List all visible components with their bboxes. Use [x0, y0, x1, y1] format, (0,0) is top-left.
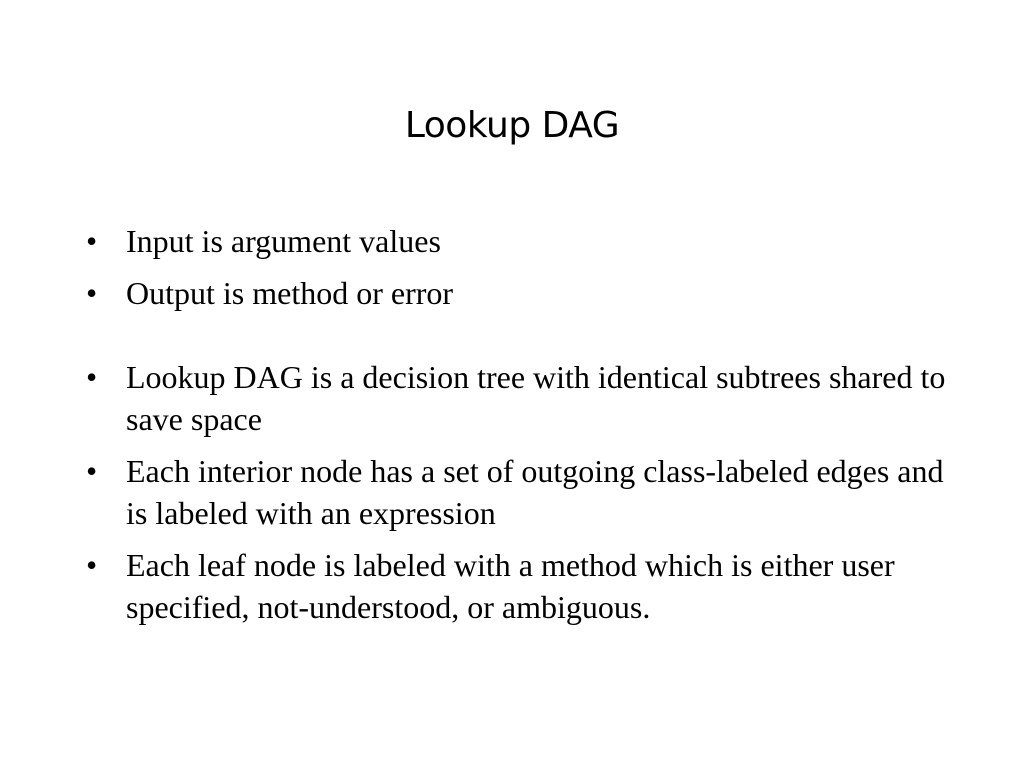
bullet-text: Output is method or error	[126, 275, 454, 311]
bullet-marker: •	[86, 223, 98, 259]
bullet-item	[80, 544, 960, 628]
bullet-text: Input is argument values	[126, 223, 441, 259]
bullet-marker: •	[86, 275, 98, 311]
bullet-marker: •	[86, 359, 98, 395]
bullet-marker: •	[86, 547, 98, 583]
bullet-item	[80, 356, 960, 440]
bullet-text: Each interior node has a set of outgoing class-labeled edges and is labeled with an expression	[126, 453, 944, 531]
bullet-item	[80, 220, 960, 262]
bullet-list	[80, 220, 960, 638]
bullet-text: Lookup DAG is a decision tree with identical subtrees shared to save space	[126, 359, 946, 437]
slide-title: Lookup DAG	[404, 105, 620, 146]
bullet-marker: •	[86, 453, 98, 489]
bullet-text: Each leaf node is labeled with a method which is either user specified, not-understood, or ambiguous.	[126, 547, 895, 625]
bullet-item	[80, 272, 960, 314]
bullet-item	[80, 450, 960, 534]
